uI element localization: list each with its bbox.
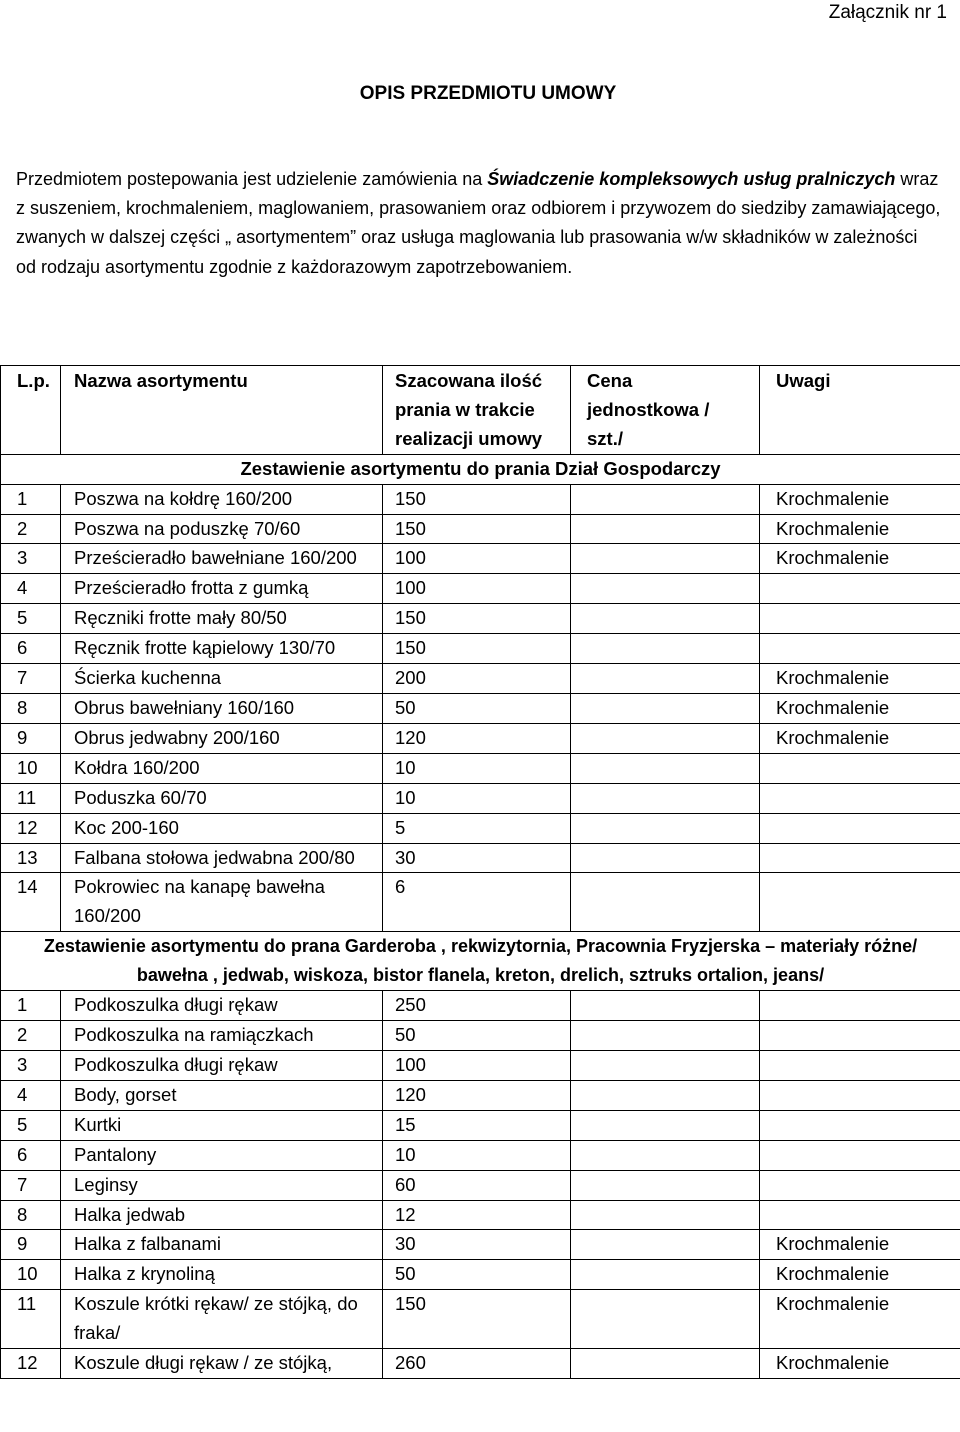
row-qty-cell: 120 (383, 1080, 571, 1110)
row-qty-cell: 30 (383, 1230, 571, 1260)
table-row (1, 574, 960, 604)
row-price-cell (571, 1349, 760, 1379)
row-qty-cell: 100 (383, 574, 571, 604)
row-notes-cell (760, 604, 960, 634)
header-qty: Szacowana ilość prania w trakcie realizacji umowy (383, 366, 571, 455)
intro-emphasis: Świadczenie kompleksowych usług pralniczych (487, 169, 896, 189)
row-name-cell: Leginsy (61, 1170, 383, 1200)
table-row (1, 1260, 960, 1290)
row-name-cell: Halka z krynoliną (61, 1260, 383, 1290)
row-price-cell (571, 843, 760, 873)
row-notes-cell (760, 753, 960, 783)
row-name-cell: Pantalony (61, 1140, 383, 1170)
row-price-cell (571, 484, 760, 514)
row-notes-cell (760, 1170, 960, 1200)
row-notes-cell: Krochmalenie (760, 723, 960, 753)
table-row (1, 1110, 960, 1140)
attachment-label: Załącznik nr 1 (828, 2, 947, 23)
row-lp-cell: 6 (1, 634, 61, 664)
table-row (1, 514, 960, 544)
row-name-cell: Koc 200-160 (61, 813, 383, 843)
row-lp-cell: 9 (1, 723, 61, 753)
row-name-cell: Koszule długi rękaw / ze stójką, (61, 1349, 383, 1379)
row-lp-cell: 7 (1, 664, 61, 694)
row-lp-cell: 1 (1, 484, 61, 514)
row-notes-cell: Krochmalenie (760, 1260, 960, 1290)
row-lp-cell: 6 (1, 1140, 61, 1170)
row-price-cell (571, 1051, 760, 1081)
table-row (1, 693, 960, 723)
row-price-cell (571, 1021, 760, 1051)
table-row (1, 664, 960, 694)
row-price-cell (571, 1260, 760, 1290)
row-lp-cell: 2 (1, 514, 61, 544)
row-lp-cell: 10 (1, 753, 61, 783)
row-name-cell: Ręczniki frotte mały 80/50 (61, 604, 383, 634)
row-price-cell (571, 514, 760, 544)
row-lp-cell: 5 (1, 604, 61, 634)
row-qty-cell: 150 (383, 604, 571, 634)
row-qty-cell: 10 (383, 753, 571, 783)
row-notes-cell (760, 574, 960, 604)
row-notes-cell (760, 1080, 960, 1110)
row-lp-cell: 5 (1, 1110, 61, 1140)
row-name-cell: Kołdra 160/200 (61, 753, 383, 783)
table-row (1, 991, 960, 1021)
row-qty-cell: 30 (383, 843, 571, 873)
row-lp-cell: 7 (1, 1170, 61, 1200)
row-name-cell: Koszule krótki rękaw/ ze stójką, do fraka/ (61, 1290, 383, 1349)
row-lp-cell: 4 (1, 1080, 61, 1110)
row-qty-cell: 150 (383, 634, 571, 664)
row-price-cell (571, 753, 760, 783)
intro-text-post: wraz z suszeniem, krochmaleniem, maglowaniem, prasowaniem oraz odbiorem i przywozem do siedziby zamawiającego, zwanych w dalszej części „ asortymentem” oraz usługa maglowania lub prasowania w/w składników w zależności od rodzaju asortymentu zgodnie z każdorazowym zapotrzebowaniem. (16, 169, 941, 277)
row-notes-cell (760, 1110, 960, 1140)
row-price-cell (571, 873, 760, 932)
assortment-table-body (1, 366, 960, 1379)
row-name-cell: Prześcieradło frotta z gumką (61, 574, 383, 604)
row-lp-cell: 13 (1, 843, 61, 873)
table-row (1, 1021, 960, 1051)
row-notes-cell (760, 634, 960, 664)
row-price-cell (571, 1230, 760, 1260)
row-lp-cell: 12 (1, 1349, 61, 1379)
row-price-cell (571, 574, 760, 604)
row-qty-cell: 260 (383, 1349, 571, 1379)
row-price-cell (571, 1080, 760, 1110)
row-name-cell: Podkoszulka na ramiączkach (61, 1021, 383, 1051)
row-qty-cell: 15 (383, 1110, 571, 1140)
row-name-cell: Body, gorset (61, 1080, 383, 1110)
header-lp: L.p. (1, 366, 61, 455)
table-row (1, 1170, 960, 1200)
section-1-title: Zestawienie asortymentu do prania Dział Gospodarczy (1, 454, 960, 484)
table-row (1, 604, 960, 634)
row-name-cell: Pokrowiec na kanapę bawełna 160/200 (61, 873, 383, 932)
row-notes-cell (760, 991, 960, 1021)
row-notes-cell (760, 813, 960, 843)
row-notes-cell: Krochmalenie (760, 664, 960, 694)
row-qty-cell: 100 (383, 1051, 571, 1081)
row-notes-cell (760, 1051, 960, 1081)
row-qty-cell: 50 (383, 1021, 571, 1051)
row-name-cell: Poduszka 60/70 (61, 783, 383, 813)
row-qty-cell: 50 (383, 1260, 571, 1290)
table-row (1, 484, 960, 514)
row-notes-cell: Krochmalenie (760, 693, 960, 723)
row-price-cell (571, 1200, 760, 1230)
row-notes-cell: Krochmalenie (760, 1349, 960, 1379)
table-row (1, 843, 960, 873)
row-price-cell (571, 1110, 760, 1140)
row-lp-cell: 8 (1, 693, 61, 723)
header-name: Nazwa asortymentu (61, 366, 383, 455)
header-notes: Uwagi (760, 366, 960, 455)
section-1-header-row (1, 454, 960, 484)
row-qty-cell: 10 (383, 783, 571, 813)
row-qty-cell: 150 (383, 514, 571, 544)
row-price-cell (571, 991, 760, 1021)
row-price-cell (571, 1140, 760, 1170)
table-row (1, 1349, 960, 1379)
row-notes-cell (760, 1140, 960, 1170)
row-name-cell: Halka jedwab (61, 1200, 383, 1230)
row-lp-cell: 11 (1, 783, 61, 813)
row-qty-cell: 60 (383, 1170, 571, 1200)
row-lp-cell: 2 (1, 1021, 61, 1051)
row-qty-cell: 150 (383, 1290, 571, 1349)
table-row (1, 1140, 960, 1170)
document-title: OPIS PRZEDMIOTU UMOWY (359, 83, 617, 104)
row-notes-cell (760, 873, 960, 932)
row-notes-cell (760, 783, 960, 813)
intro-text-pre: Przedmiotem postepowania jest udzielenie zamówienia na (16, 169, 488, 189)
row-notes-cell (760, 843, 960, 873)
row-price-cell (571, 723, 760, 753)
row-notes-cell (760, 1021, 960, 1051)
row-lp-cell: 10 (1, 1260, 61, 1290)
row-notes-cell (760, 1200, 960, 1230)
row-lp-cell: 4 (1, 574, 61, 604)
row-name-cell: Halka z falbanami (61, 1230, 383, 1260)
row-name-cell: Podkoszulka długi rękaw (61, 1051, 383, 1081)
table-row (1, 1051, 960, 1081)
row-name-cell: Kurtki (61, 1110, 383, 1140)
row-price-cell (571, 604, 760, 634)
row-notes-cell: Krochmalenie (760, 1290, 960, 1349)
row-name-cell: Obrus bawełniany 160/160 (61, 693, 383, 723)
row-notes-cell: Krochmalenie (760, 1230, 960, 1260)
row-price-cell (571, 1290, 760, 1349)
table-row (1, 1080, 960, 1110)
table-row (1, 544, 960, 574)
row-lp-cell: 9 (1, 1230, 61, 1260)
row-name-cell: Podkoszulka długi rękaw (61, 991, 383, 1021)
table-row (1, 634, 960, 664)
row-name-cell: Poszwa na kołdrę 160/200 (61, 484, 383, 514)
row-qty-cell: 100 (383, 544, 571, 574)
table-row (1, 753, 960, 783)
table-row (1, 1230, 960, 1260)
table-header-row (1, 366, 960, 455)
row-lp-cell: 12 (1, 813, 61, 843)
section-2-header-row (1, 932, 960, 991)
row-name-cell: Ścierka kuchenna (61, 664, 383, 694)
row-notes-cell: Krochmalenie (760, 484, 960, 514)
row-price-cell (571, 1170, 760, 1200)
table-row (1, 723, 960, 753)
table-row (1, 1290, 960, 1349)
assortment-table (0, 365, 960, 1379)
row-lp-cell: 8 (1, 1200, 61, 1230)
row-lp-cell: 11 (1, 1290, 61, 1349)
row-price-cell (571, 664, 760, 694)
row-name-cell: Ręcznik frotte kąpielowy 130/70 (61, 634, 383, 664)
row-price-cell (571, 544, 760, 574)
row-name-cell: Prześcieradło bawełniane 160/200 (61, 544, 383, 574)
row-qty-cell: 6 (383, 873, 571, 932)
row-lp-cell: 3 (1, 544, 61, 574)
row-qty-cell: 200 (383, 664, 571, 694)
row-price-cell (571, 634, 760, 664)
table-row (1, 873, 960, 932)
intro-paragraph (16, 165, 941, 282)
row-qty-cell: 250 (383, 991, 571, 1021)
row-qty-cell: 150 (383, 484, 571, 514)
row-name-cell: Obrus jedwabny 200/160 (61, 723, 383, 753)
row-lp-cell: 1 (1, 991, 61, 1021)
header-price: Cena jednostkowa / szt./ (571, 366, 760, 455)
row-lp-cell: 14 (1, 873, 61, 932)
row-name-cell: Falbana stołowa jedwabna 200/80 (61, 843, 383, 873)
row-lp-cell: 3 (1, 1051, 61, 1081)
row-notes-cell: Krochmalenie (760, 514, 960, 544)
row-notes-cell: Krochmalenie (760, 544, 960, 574)
section-2-title: Zestawienie asortymentu do prana Garderoba , rekwizytornia, Pracownia Fryzjerska – materiały różne/ bawełna , jedwab, wiskoza, bistor flanela, kreton, drelich, sztruks ortalion, jeans/ (1, 932, 960, 991)
row-qty-cell: 120 (383, 723, 571, 753)
row-qty-cell: 10 (383, 1140, 571, 1170)
table-row (1, 813, 960, 843)
row-price-cell (571, 693, 760, 723)
row-price-cell (571, 813, 760, 843)
row-price-cell (571, 783, 760, 813)
row-name-cell: Poszwa na poduszkę 70/60 (61, 514, 383, 544)
row-qty-cell: 12 (383, 1200, 571, 1230)
table-row (1, 783, 960, 813)
row-qty-cell: 50 (383, 693, 571, 723)
table-row (1, 1200, 960, 1230)
row-qty-cell: 5 (383, 813, 571, 843)
